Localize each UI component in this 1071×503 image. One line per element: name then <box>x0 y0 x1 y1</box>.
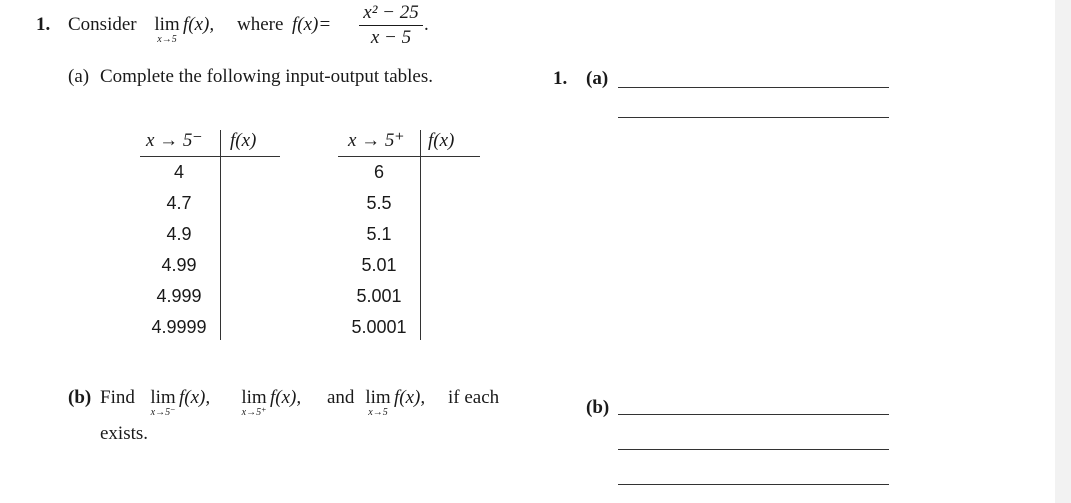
part-b-and: and <box>327 387 355 408</box>
table-left-cell: 4 <box>173 162 184 182</box>
lim-subscript-left: x→5⁻ <box>150 407 176 418</box>
lim-word: lim <box>365 387 391 408</box>
fraction <box>359 2 423 49</box>
lim-subscript-two-sided: x→5 <box>368 407 388 418</box>
table-right-limit <box>338 130 480 340</box>
where-text: where <box>237 14 284 35</box>
answer-b-line-2[interactable] <box>618 449 889 450</box>
fraction-denominator: x − 5 <box>370 27 412 48</box>
lim-word: lim <box>241 387 267 408</box>
answer-b-line-1[interactable] <box>618 414 889 415</box>
fraction-bar <box>359 25 423 26</box>
f-of-x: f(x), <box>183 14 215 35</box>
part-a-text: Complete the following input-output tables. <box>100 66 433 87</box>
table-left-hline <box>140 156 280 157</box>
table-left-cell: 4.999 <box>156 286 202 306</box>
table-left-cell: 4.9 <box>166 224 192 244</box>
table-left-cell: 4.99 <box>161 255 197 275</box>
answer-number: 1. <box>553 68 568 89</box>
table-left-cell: 4.7 <box>166 193 192 213</box>
limit-two-sided <box>361 387 395 418</box>
table-right-cell: 5.5 <box>366 193 392 213</box>
table-left-cell: 4.9999 <box>151 317 207 337</box>
answer-a-line-2[interactable] <box>618 117 889 118</box>
lim-word: lim <box>154 14 180 35</box>
table-right-hline <box>338 156 480 157</box>
period: . <box>424 14 429 35</box>
answer-b-line-3[interactable] <box>618 484 889 485</box>
table-right-cell: 5.1 <box>366 224 392 244</box>
f-definition: f(x)= <box>292 14 332 35</box>
lim-subscript-right: x→5⁺ <box>241 407 267 418</box>
table-left-vline <box>220 130 221 340</box>
table-right-cell: 6 <box>373 162 384 182</box>
part-b-label: (b) <box>68 387 92 408</box>
limit-main <box>150 14 184 45</box>
part-b-f3: f(x), <box>394 387 426 408</box>
table-right-col2-header: f(x) <box>428 130 455 151</box>
answer-b-label: (b) <box>586 397 610 418</box>
answer-a-label: (a) <box>586 68 609 89</box>
fraction-numerator: x² − 25 <box>363 2 419 23</box>
table-right-cell: 5.01 <box>361 255 397 275</box>
lim-word: lim <box>150 387 176 408</box>
table-right-vline <box>420 130 421 340</box>
lim-subscript: x→5 <box>157 34 177 45</box>
table-left-col1-header: x → 5⁻ <box>146 130 203 151</box>
table-right-cell: 5.001 <box>356 286 402 306</box>
part-b-exists: exists. <box>100 423 149 444</box>
part-b-f2: f(x), <box>270 387 302 408</box>
limit-left <box>145 387 181 418</box>
part-b-rest: if each <box>448 387 500 408</box>
table-right-cell: 5.0001 <box>351 317 407 337</box>
table-left-limit <box>140 130 280 340</box>
scrollbar-gutter <box>1055 0 1071 503</box>
part-a-label: (a) <box>68 66 90 87</box>
consider-text: Consider <box>68 14 137 35</box>
part-b-find: Find <box>100 387 135 408</box>
table-right-col1-header: x → 5⁺ <box>348 130 405 151</box>
part-b-f1: f(x), <box>179 387 211 408</box>
limit-right <box>236 387 272 418</box>
problem-number: 1. <box>36 14 51 35</box>
answer-a-line-1[interactable] <box>618 87 889 88</box>
table-left-col2-header: f(x) <box>230 130 257 151</box>
